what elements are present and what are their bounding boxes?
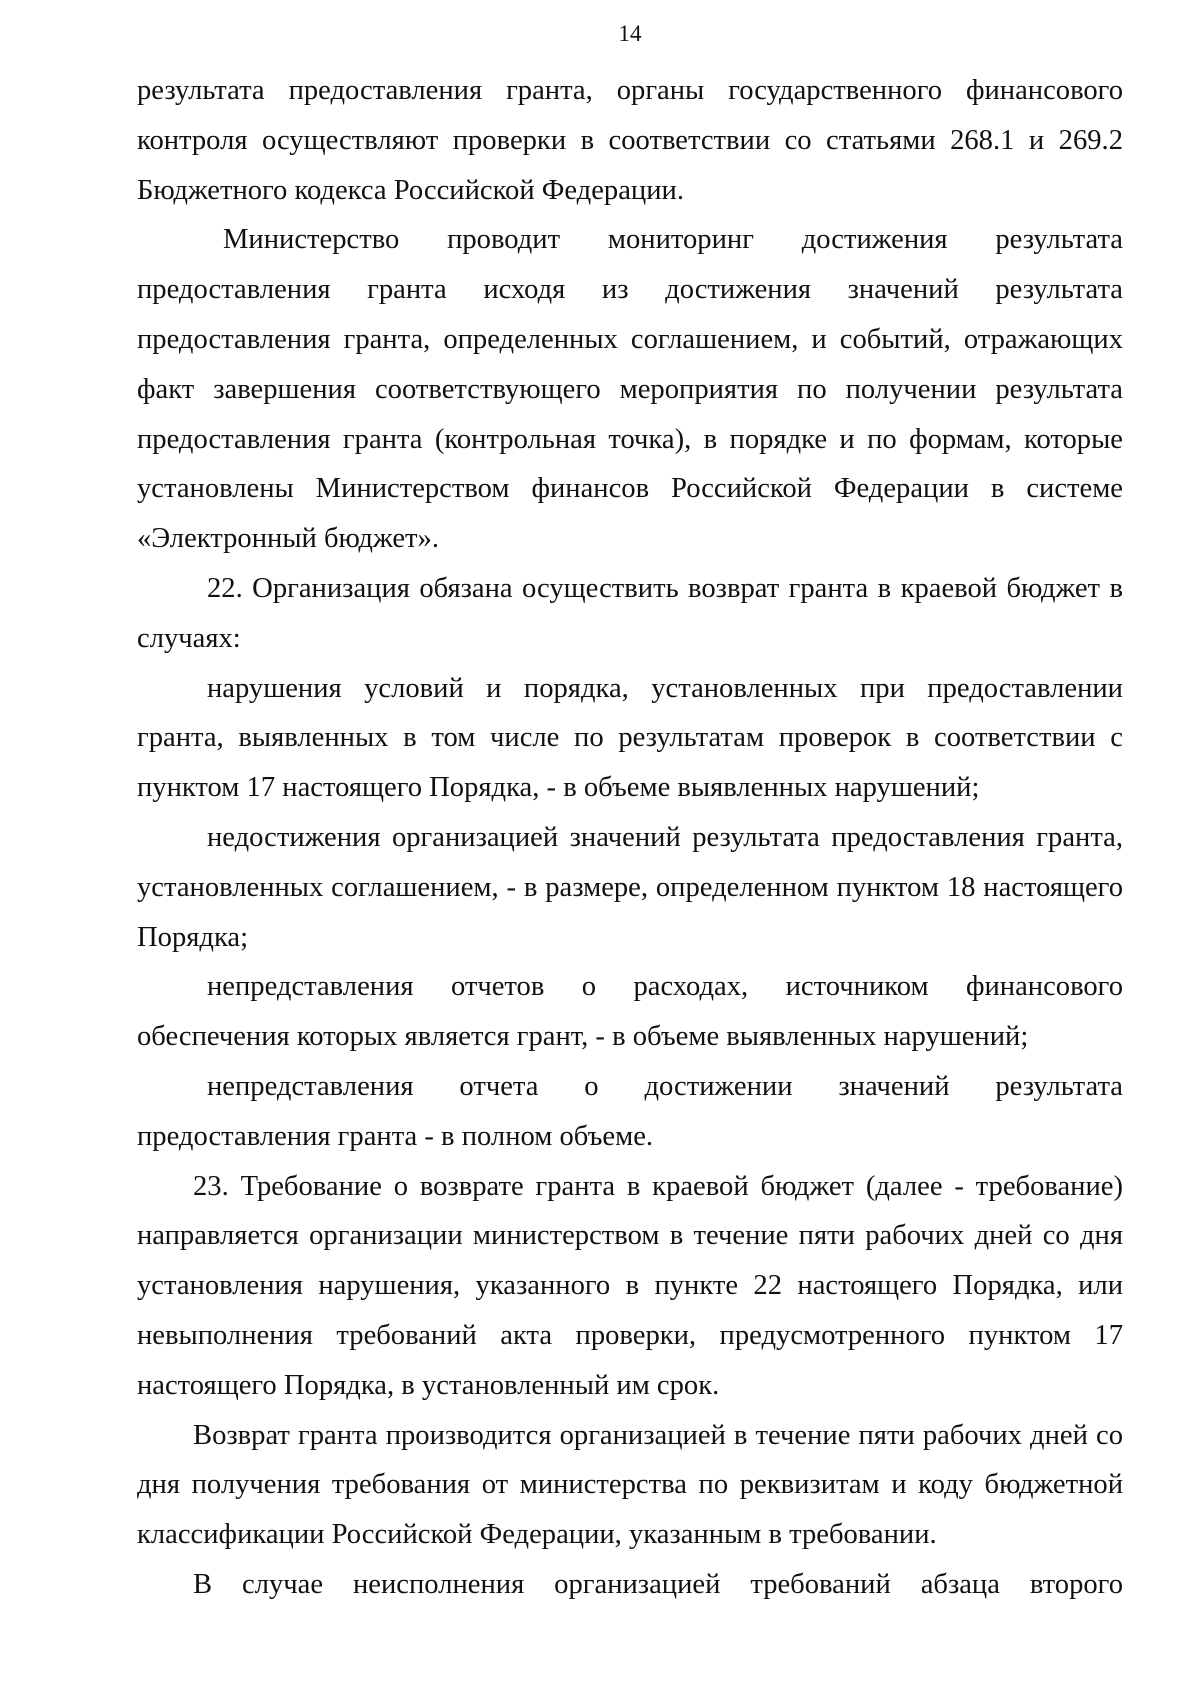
paragraph-item-22: 22. Организация обязана осуществить возврат гранта в краевой бюджет в случаях: bbox=[137, 572, 1123, 654]
page-number: 14 bbox=[618, 21, 642, 46]
paragraph-case-no-expense-report: непредставления отчетов о расходах, источником финансового обеспечения которых является грант, - в объеме выявленных нарушений; bbox=[137, 971, 1123, 1053]
paragraph-monitoring: Министерство проводит мониторинг достижения результата предоставления гранта исходя из достижения значений результата предоставления гранта, определенных соглашением, и событий, отражающих факт завершения соответствующего мероприятия по получении результата предоставления гранта (контрольная точка), в порядке и по формам, которые установлены Министерством финансов Российской Федерации в системе «Электронный бюджет». bbox=[137, 224, 1123, 555]
paragraph-nonfulfillment: В случае неисполнения организацией требований абзаца второго bbox=[193, 1568, 1123, 1600]
paragraph-case-not-achieved: недостижения организацией значений результата предоставления гранта, установленных соглашением, - в размере, определенном пунктом 18 настоящего Порядка; bbox=[137, 821, 1123, 953]
paragraph-case-violation: нарушения условий и порядка, установленных при предоставлении гранта, выявленных в том числе по результатам проверок в соответствии с пунктом 17 настоящего Порядка, - в объеме выявленных нарушений; bbox=[137, 672, 1123, 804]
paragraph-continuation: результата предоставления гранта, органы государственного финансового контроля осуществляют проверки в соответствии со статьями 268.1 и 269.2 Бюджетного кодекса Российской Федерации. bbox=[137, 75, 1123, 206]
paragraph-case-no-result-report: непредставления отчета о достижении значений результата предоставления гранта - в полном объеме. bbox=[137, 1070, 1123, 1152]
paragraph-item-23: 23. Требование о возврате гранта в краевой бюджет (далее - требование) направляется организации министерством в течение пяти рабочих дней со дня установления нарушения, указанного в пункте 22 настоящего Порядка, или невыполнения требований акта проверки, предусмотренного пунктом 17 настоящего Порядка, в установленный им срок. bbox=[137, 1170, 1123, 1401]
document-body bbox=[137, 66, 1123, 1610]
paragraph-refund-terms: Возврат гранта производится организацией в течение пяти рабочих дней со дня получения требования от министерства по реквизитам и коду бюджетной классификации Российской Федерации, указанным в требовании. bbox=[137, 1419, 1123, 1551]
